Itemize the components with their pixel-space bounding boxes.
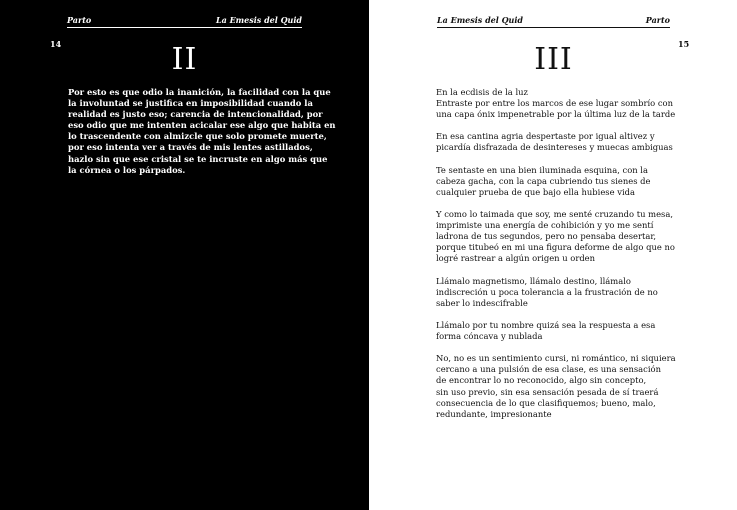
prose-line: lo trascendente con almizcle que solo promete muerte, bbox=[68, 131, 327, 142]
prose-line: Por esto es que odio la inanición, la facilidad con la que bbox=[68, 87, 331, 97]
right-running-header bbox=[437, 15, 670, 28]
poem-line: redundante, impresionante bbox=[436, 408, 552, 419]
poem-line: cercano a una pulsión de esa clase, es una sensación bbox=[436, 364, 661, 375]
left-header-section: Parto bbox=[67, 15, 92, 25]
right-page-number: 15 bbox=[678, 39, 690, 49]
poem-line: forma cóncava y nublada bbox=[436, 331, 543, 342]
poem-line: cualquier prueba de que bajo ella hubiese vida bbox=[436, 186, 635, 197]
poem-stanza bbox=[436, 87, 676, 120]
poem-line: Llámalo magnetismo, llámalo destino, llámalo bbox=[436, 275, 631, 286]
prose-line: por eso intenta ver a través de mis lentes astillados, bbox=[68, 142, 313, 153]
poem-line: En la ecdisis de la luz bbox=[436, 87, 528, 97]
left-prose-paragraph bbox=[68, 87, 336, 176]
right-poem bbox=[436, 87, 676, 431]
left-chapter-numeral: II bbox=[171, 42, 198, 77]
poem-line: de encontrar lo no reconocido, algo sin concepto, bbox=[436, 375, 647, 386]
poem-line: No, no es un sentimiento cursi, ni romántico, ni siquiera bbox=[436, 353, 676, 364]
poem-line: una capa ónix impenetrable por la última luz de la tarde bbox=[436, 109, 676, 120]
right-header-section: Parto bbox=[645, 15, 670, 25]
poem-line: Entraste por entre los marcos de ese lugar sombrío con bbox=[436, 98, 673, 109]
prose-line: hazlo sin que ese cristal se te incruste en algo más que bbox=[68, 153, 328, 164]
right-page bbox=[369, 0, 737, 510]
right-header-book-title: La Emesis del Quid bbox=[437, 15, 524, 25]
poem-stanza bbox=[436, 276, 676, 309]
poem-line: logré rastrear a algún origen u orden bbox=[436, 253, 596, 264]
poem-stanza bbox=[436, 165, 676, 198]
poem-line: consecuencia de lo que clasifiquemos; bueno, malo, bbox=[436, 397, 656, 408]
poem-line: indiscreción u poca tolerancia a la frustración de no bbox=[436, 286, 658, 297]
left-page-number: 14 bbox=[50, 39, 62, 49]
prose-line: realidad es justo eso; carencia de intencionalidad, por bbox=[68, 109, 323, 120]
poem-line: picardía disfrazada de desintereses y muecas ambiguas bbox=[436, 142, 673, 153]
poem-line: sin uso previo, sin esa sensación pesada de sí traerá bbox=[436, 386, 659, 397]
poem-line: ladrona de tus segundos, pero no pensaba desertar, bbox=[436, 231, 657, 242]
prose-line: eso odio que me intenten acicalar ese algo que habita en bbox=[68, 120, 336, 131]
poem-stanza bbox=[436, 353, 676, 420]
poem-line: cabeza gacha, con la capa cubriendo tus sienes de bbox=[436, 175, 651, 186]
poem-stanza bbox=[436, 131, 676, 153]
right-chapter-numeral: III bbox=[534, 42, 573, 77]
poem-line: imprimiste una energía de cohibición y yo me sentí bbox=[436, 220, 654, 231]
poem-line: Llámalo por tu nombre quizá sea la respuesta a esa bbox=[436, 319, 656, 330]
poem-stanza bbox=[436, 209, 676, 264]
left-header-book-title: La Emesis del Quid bbox=[215, 15, 302, 25]
left-running-header bbox=[67, 15, 302, 28]
prose-line: la córnea o los párpados. bbox=[68, 164, 186, 175]
poem-line: porque titubeó en mi una figura deforme de algo que no bbox=[436, 242, 675, 253]
prose-line: la involuntad se justifica en imposibilidad cuando la bbox=[68, 98, 313, 109]
poem-line: En esa cantina agria despertaste por igual altivez y bbox=[436, 131, 655, 142]
poem-line: saber lo indescifrable bbox=[436, 297, 528, 308]
poem-line: Te sentaste en una bien iluminada esquina, con la bbox=[436, 164, 648, 175]
poem-line: Y como lo taimada que soy, me senté cruzando tu mesa, bbox=[436, 209, 674, 220]
poem-stanza bbox=[436, 320, 676, 342]
